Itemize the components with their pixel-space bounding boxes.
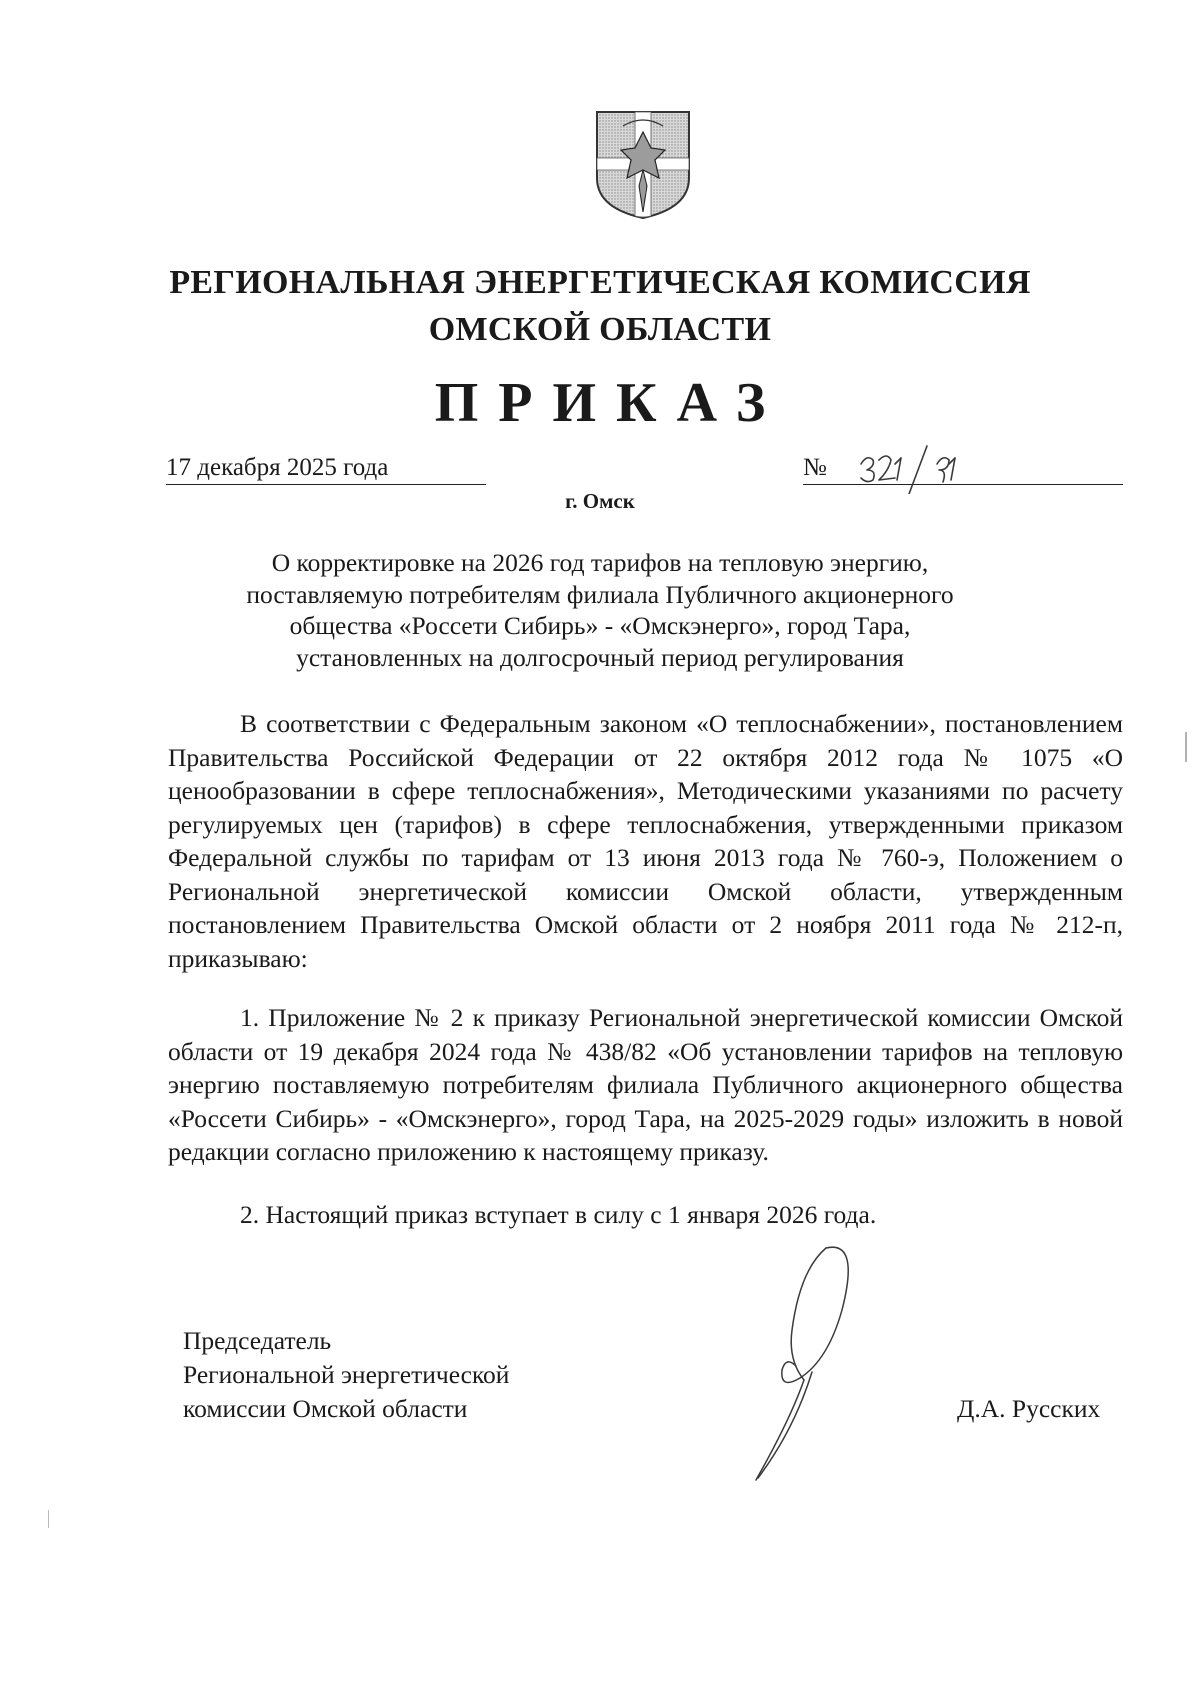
document-subject: [0, 547, 1200, 673]
city-label: г. Омск: [565, 489, 635, 513]
signer-position-line: комиссии Омской области: [183, 1394, 468, 1423]
organization-name-line2: ОМСКОЙ ОБЛАСТИ: [428, 311, 772, 348]
number-sign: №: [803, 454, 827, 481]
document-type-title: ПРИКАЗ: [434, 372, 786, 434]
handwritten-signature: [730, 1240, 870, 1490]
scan-margin-mark: [47, 1510, 50, 1528]
document-number: [803, 452, 1123, 485]
order-item-1: 1. Приложение № 2 к приказу Региональной энергетической комиссии Омской области от 19 декабря 2024 года № 438/82 «Об установлении тарифов на тепловую энергию поставляемую потребителям филиала Публичного акционерного общества «Россети Сибирь» - «Омскэнерго», город Тара, на 2025-2029 годы» изложить в новой редакции согласно приложению к настоящему приказу.: [168, 1003, 1123, 1166]
order-item-2: 2. Настоящий приказ вступает в силу с 1 января 2026 года.: [240, 1200, 877, 1229]
signer-position-line: Председатель: [183, 1326, 332, 1355]
date-text: 17 декабря 2025 года: [166, 454, 389, 481]
subject-line: общества «Россети Сибирь» - «Омскэнерго», город Тара,: [289, 611, 911, 640]
subject-line: О корректировке на 2026 год тарифов на тепловую энергию,: [271, 548, 929, 577]
signer-position-line: Региональной энергетической: [183, 1360, 510, 1389]
signer-position: [183, 1324, 509, 1426]
coat-of-arms-emblem: [593, 108, 693, 220]
scan-margin-mark: [1184, 732, 1188, 762]
organization-name-line1: РЕГИОНАЛЬНАЯ ЭНЕРГЕТИЧЕСКАЯ КОМИССИЯ: [169, 264, 1031, 301]
subject-line: установленных на долгосрочный период регулирования: [296, 642, 904, 672]
subject-line: поставляемую потребителям филиала Публичного акционерного: [246, 579, 954, 609]
signer-name: Д.А. Русских: [957, 1394, 1101, 1423]
document-date: [166, 452, 486, 485]
preamble-paragraph: В соответствии с Федеральным законом «О теплоснабжении», постановлением Правительства Российской Федерации от 22 октября 2012 года № 1075 «О ценообразовании в сфере теплоснабжения», Методическими указаниями по расчету регулируемых цен (тарифов) в сфере теплоснабжения, утвержденными приказом Федеральной службы по тарифам от 13 июня 2013 года № 760-э, Положением о Региональной энергетической комиссии Омской области, утвержденным постановлением Правительства Омской области от 2 ноября 2011 года № 212-п, приказываю:: [168, 709, 1123, 973]
